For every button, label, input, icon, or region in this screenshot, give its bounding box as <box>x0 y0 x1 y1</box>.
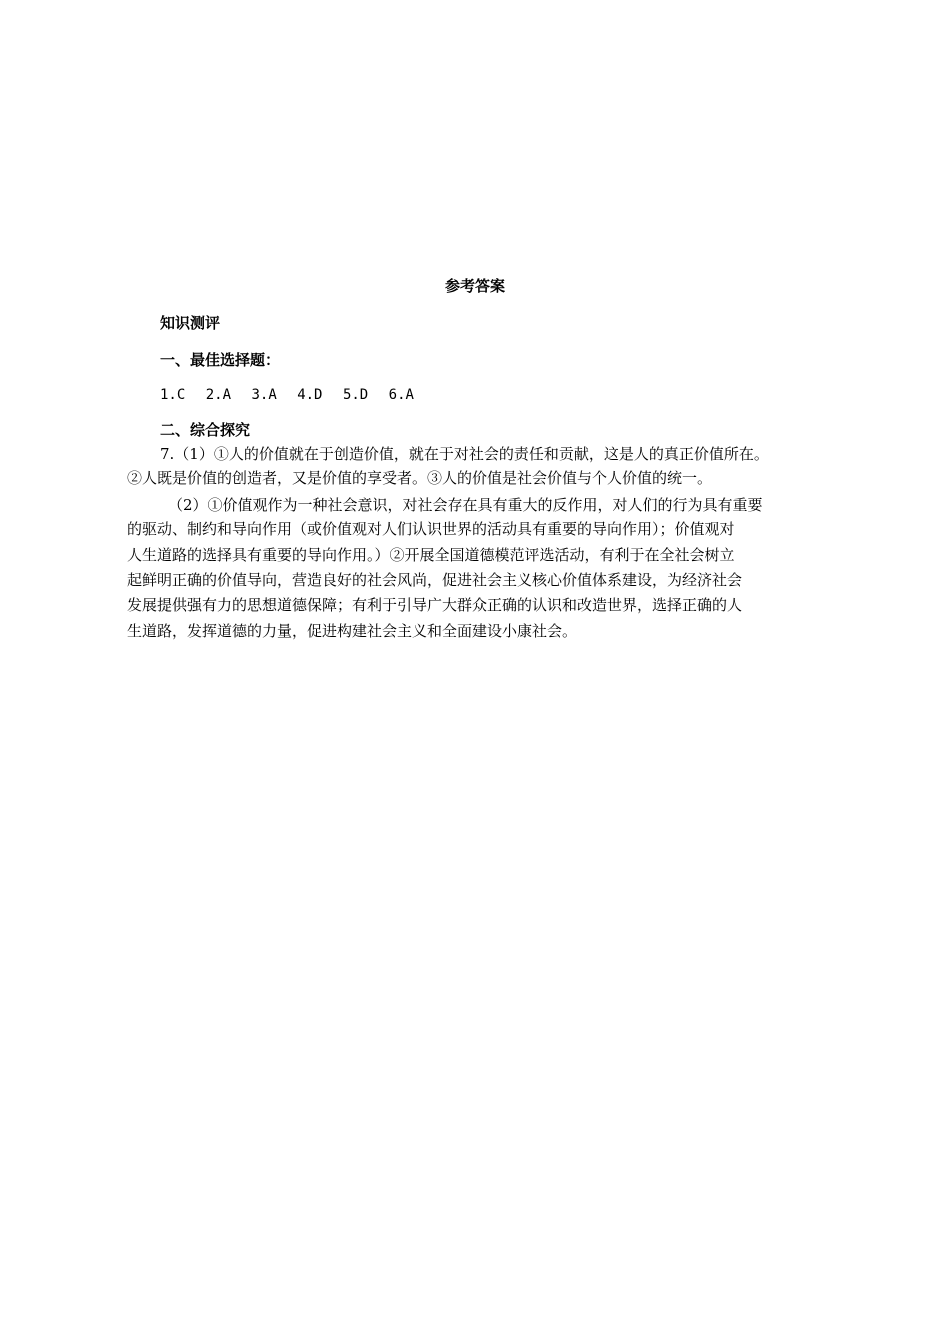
answer-item: 1.C <box>160 387 186 403</box>
answer-item: 2.A <box>205 387 232 403</box>
answer-item: 3.A <box>251 387 277 403</box>
paragraph-line: 7.（1）①人的价值就在于创造价值，就在于对社会的责任和贡献，这是人的真正价值所在。 <box>160 445 769 463</box>
paragraph-line: 发展提供强有力的思想道德保障；有利于引导广大群众正确的认识和改造世界，选择正确的人 <box>127 596 743 614</box>
section-heading-knowledge: 知识测评 <box>160 314 221 332</box>
answer-item: 5.D <box>342 387 369 403</box>
paragraph-line: 人生道路的选择具有重要的导向作用。）②开展全国道德模范评选活动，有利于在全社会树立 <box>127 546 735 564</box>
answer-item: 4.D <box>297 387 323 403</box>
page-title: 参考答案 <box>444 277 505 295</box>
answer-list <box>160 385 426 405</box>
answer-item: 6.A <box>388 387 414 403</box>
paragraph-line: 生道路，发挥道德的力量，促进构建社会主义和全面建设小康社会。 <box>127 622 578 640</box>
paragraph-line: 起鲜明正确的价值导向，营造良好的社会风尚，促进社会主义核心价值体系建设，为经济社会 <box>127 571 743 589</box>
paragraph-line: 的驱动、制约和导向作用（或价值观对人们认识世界的活动具有重要的导向作用）；价值观对 <box>127 520 735 538</box>
section-heading-multiple-choice: 一、最佳选择题： <box>160 351 281 369</box>
paragraph-line: ②人既是价值的创造者，又是价值的享受者。③人的价值是社会价值与个人价值的统一。 <box>127 469 713 487</box>
paragraph-line: （2）①价值观作为一种社会意识，对社会存在具有重大的反作用，对人们的行为具有重要 <box>168 496 763 514</box>
section-heading-comprehensive: 二、综合探究 <box>160 421 251 439</box>
